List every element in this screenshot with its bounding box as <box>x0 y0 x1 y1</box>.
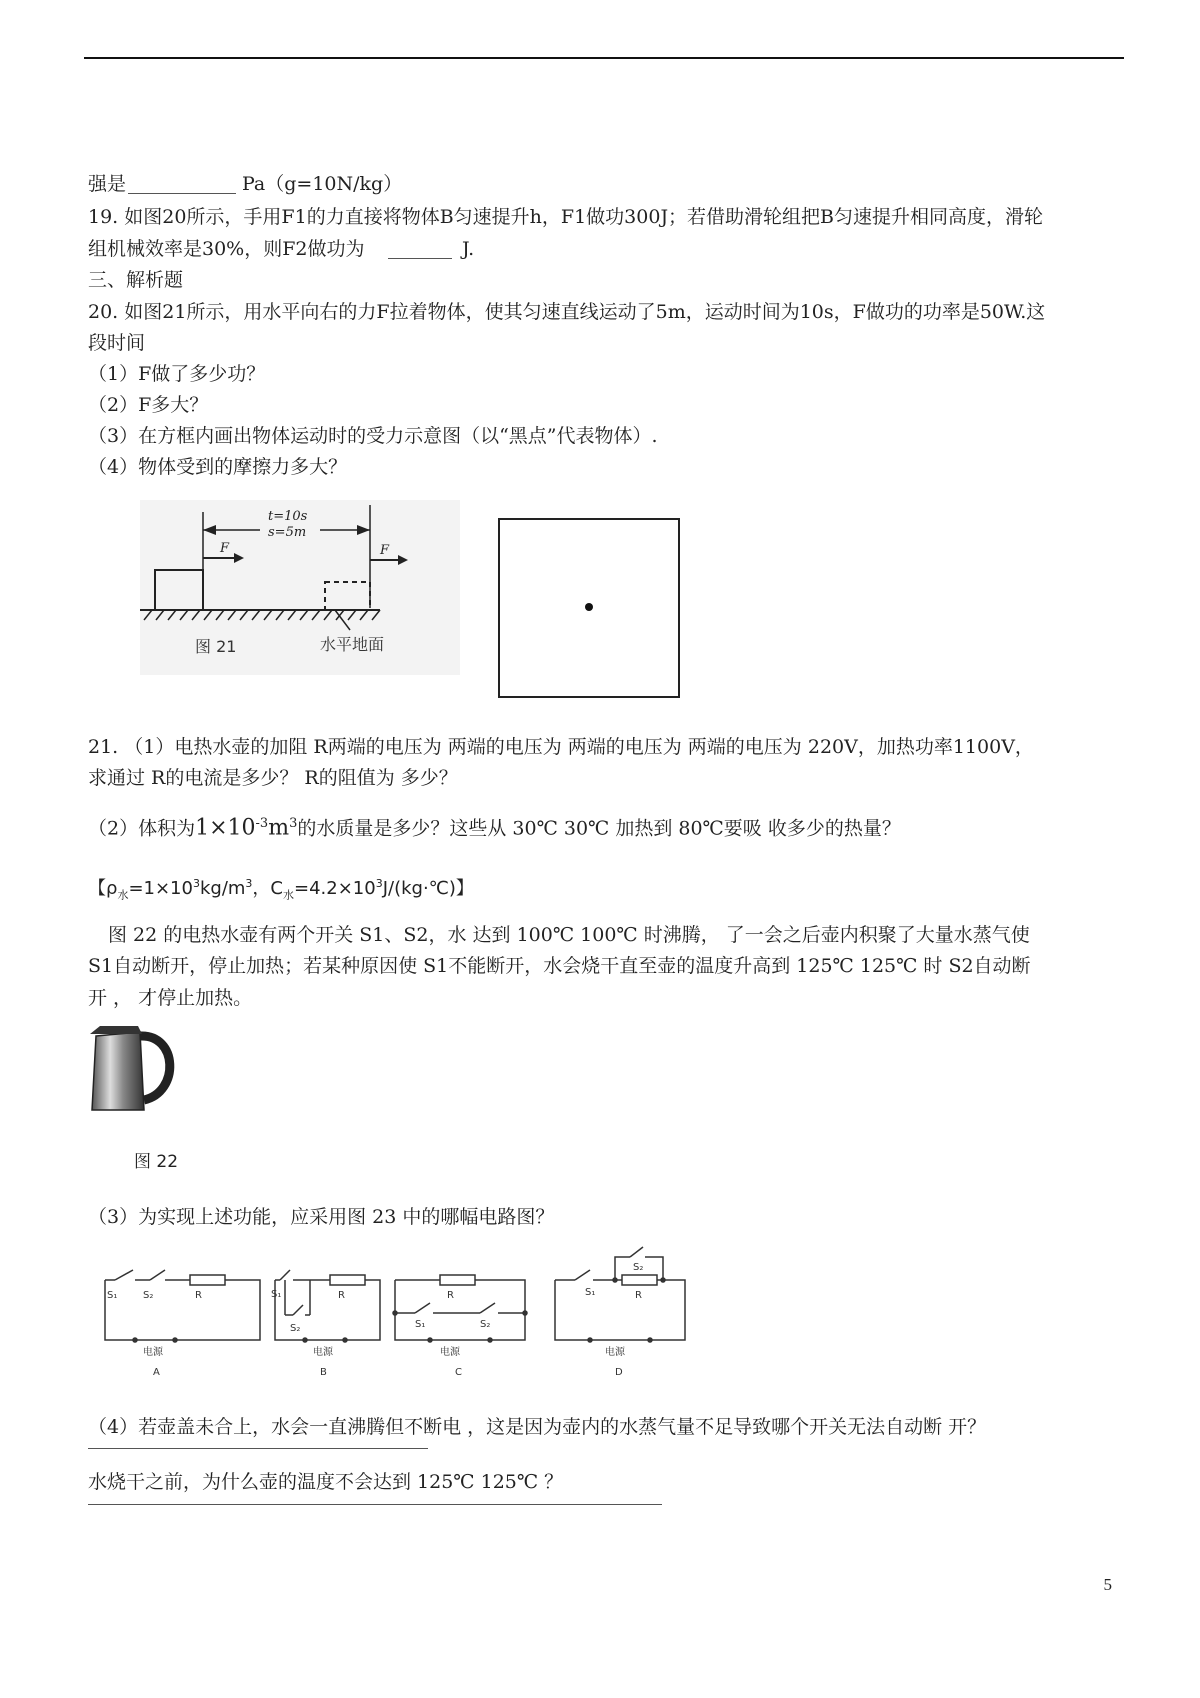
answer-blank[interactable] <box>388 258 452 259</box>
switch-label: S₁ <box>271 1289 282 1300</box>
text-line: S1自动断开，停止加热；若某种原因使 S1不能断开，水会烧干直至壶的温度升高到 125℃ 125℃ 时 S2自动断 <box>88 955 1031 977</box>
sub-question: （2）体积为$1\times 10^{-3}m^3$的水质量是多少？这些从 30℃ 30℃ 加热到 80℃要吸 收多少的热量？ <box>88 815 901 841</box>
force-label: F <box>380 543 390 558</box>
figure-21 <box>140 500 460 675</box>
section-heading: 三、解析题 <box>88 269 184 291</box>
text-line: 开 ， 才停止加热。 <box>88 987 253 1009</box>
answer-blank[interactable] <box>128 193 236 194</box>
switch-label: S₂ <box>143 1290 154 1301</box>
text-line: 图 22 的电热水壶有两个开关 S1、S2，水 达到 100℃ 100℃ 时沸腾， 了一会之后壶内积聚了大量水蒸气使 <box>108 924 1030 946</box>
question-19: 19. 如图20所示，手用F1的力直接将物体B匀速提升h，F1做功300J；若借助滑轮组把B匀速提升相同高度，滑轮 <box>88 206 1044 228</box>
text-line: 强是 <box>88 173 127 195</box>
option-label: C <box>455 1367 462 1378</box>
sub-question: （4）物体受到的摩擦力多大？ <box>88 456 348 478</box>
figure-23 <box>95 1245 755 1385</box>
header-rule <box>84 57 1124 59</box>
ground-label: 水平地面 <box>320 635 385 654</box>
page-number: 5 <box>1103 1575 1112 1594</box>
resistor-label: R <box>338 1290 345 1301</box>
sub-question: （3）为实现上述功能，应采用图 23 中的哪幅电路图？ <box>88 1206 555 1228</box>
power-label: 电源 <box>440 1347 460 1358</box>
text-line: 组机械效率是30%，则F2做功为 <box>88 238 365 260</box>
switch-label: S₂ <box>480 1319 491 1330</box>
force-label: F <box>220 541 230 556</box>
power-label: 电源 <box>143 1347 163 1358</box>
question-21: 21. （1）电热水壶的加阻 R两端的电压为 两端的电压为 两端的电压为 两端的电压为 220V，加热功率1100V， <box>88 736 1034 758</box>
sub-question: （3）在方框内画出物体运动时的受力示意图（以“黑点”代表物体）. <box>88 425 658 447</box>
object-dot <box>585 603 593 611</box>
answer-line[interactable] <box>88 1448 428 1449</box>
switch-label: S₂ <box>290 1323 301 1334</box>
switch-label: S₂ <box>633 1262 644 1273</box>
distance-label: s=5m <box>268 525 307 540</box>
question-20: 20. 如图21所示，用水平向右的力F拉着物体，使其匀速直线运动了5m，运动时间为10s，F做功的功率是50W.这 <box>88 301 1046 323</box>
switch-label: S₁ <box>107 1290 118 1301</box>
sub-question: （4）若壶盖未合上，水会一直沸腾但不断电 ，这是因为壶内的水蒸气量不足导致哪个开关无法自动断 开？ <box>88 1416 987 1438</box>
power-label: 电源 <box>605 1347 625 1358</box>
text-line: 段时间 <box>88 332 146 354</box>
resistor-label: R <box>195 1290 202 1301</box>
text-line: Pa（g=10N/kg） <box>242 173 403 195</box>
circuit-a <box>105 1270 260 1342</box>
circuit-d <box>555 1247 685 1342</box>
circuit-c <box>393 1275 527 1342</box>
force-diagram-box[interactable] <box>498 518 680 698</box>
resistor-label: R <box>635 1290 642 1301</box>
text-line: 求通过 R的电流是多少？ R的阻值为 多少？ <box>88 767 458 789</box>
switch-label: S₁ <box>415 1319 426 1330</box>
kettle-image <box>88 1022 178 1114</box>
figure-caption: 图 22 <box>134 1152 179 1172</box>
sub-question: （1）F做了多少功？ <box>88 363 266 385</box>
option-label: B <box>320 1367 327 1378</box>
constants-line: 【$\rho_水=1\times 10^3kg/m^3$，$C_水=4.2\times 10^3J/(kg\cdot℃)$】 <box>88 877 474 902</box>
time-label: t=10s <box>268 509 308 524</box>
power-label: 电源 <box>313 1347 333 1358</box>
option-label: A <box>153 1367 160 1378</box>
switch-label: S₁ <box>585 1287 596 1298</box>
resistor-label: R <box>447 1290 454 1301</box>
option-label: D <box>615 1367 623 1378</box>
text-line: J. <box>462 238 475 260</box>
sub-question: （2）F多大？ <box>88 394 209 416</box>
answer-line[interactable] <box>88 1504 662 1505</box>
text-line: 水烧干之前，为什么壶的温度不会达到 125℃ 125℃ ？ <box>88 1471 564 1493</box>
figure-caption: 图 21 <box>195 637 237 656</box>
